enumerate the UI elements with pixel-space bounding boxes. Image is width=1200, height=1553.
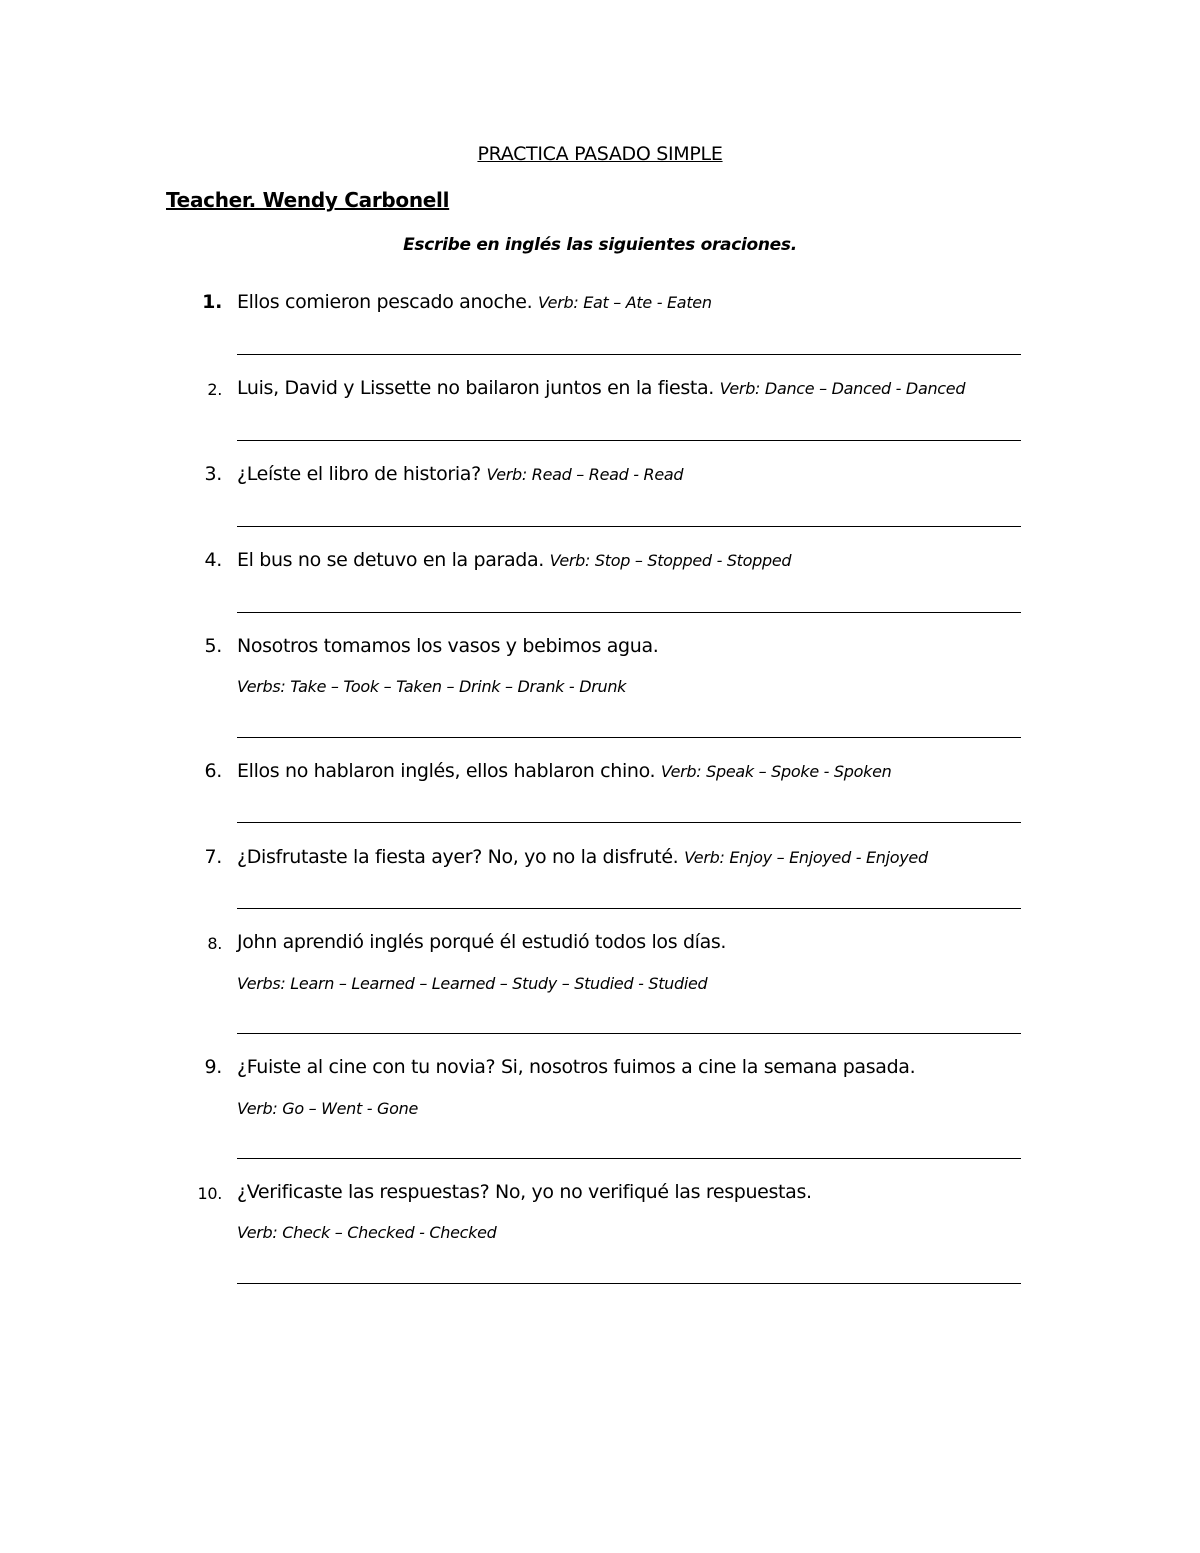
- item-sentence-line: [237, 760, 891, 782]
- item-number: 9.: [204, 1056, 222, 1078]
- item-sentence-line: [237, 549, 791, 571]
- item-sentence: Ellos comieron pescado anoche.: [237, 291, 533, 313]
- item-sentence: ¿Leíste el libro de historia?: [237, 463, 481, 485]
- answer-line[interactable]: [237, 822, 1021, 823]
- answer-line[interactable]: [237, 908, 1021, 909]
- item-number: 3.: [204, 463, 222, 485]
- answer-line[interactable]: [237, 612, 1021, 613]
- answer-line[interactable]: [237, 1033, 1021, 1034]
- item-verb-hint: Verb: Read – Read - Read: [486, 465, 684, 484]
- item-sentence: El bus no se detuvo en la parada.: [237, 549, 544, 571]
- item-sentence: ¿Verificaste las respuestas? No, yo no verifiqué las respuestas.: [237, 1181, 812, 1203]
- item-verb-hint: Verb: Eat – Ate - Eaten: [537, 293, 712, 312]
- answer-line[interactable]: [237, 737, 1021, 738]
- answer-line[interactable]: [237, 440, 1021, 441]
- item-verb-hint: Verbs: Take – Took – Taken – Drink – Drank - Drunk: [237, 677, 627, 696]
- item-sentence-line: [237, 463, 683, 485]
- item-number: 2.: [207, 380, 222, 399]
- answer-line[interactable]: [237, 354, 1021, 355]
- item-sentence: ¿Disfrutaste la fiesta ayer? No, yo no la disfruté.: [237, 846, 679, 868]
- item-verb-hint: Verb: Stop – Stopped - Stopped: [549, 551, 792, 570]
- item-verb-hint: Verbs: Learn – Learned – Learned – Study – Studied - Studied: [237, 974, 708, 993]
- item-number: 7.: [204, 846, 222, 868]
- teacher-name: Teacher. Wendy Carbonell: [166, 188, 450, 212]
- answer-line[interactable]: [237, 526, 1021, 527]
- item-sentence: Luis, David y Lissette no bailaron juntos en la fiesta.: [237, 377, 714, 399]
- item-sentence-line: [237, 291, 712, 313]
- item-sentence: Nosotros tomamos los vasos y bebimos agua.: [237, 635, 659, 657]
- item-sentence: ¿Fuiste al cine con tu novia? Si, nosotros fuimos a cine la semana pasada.: [237, 1056, 916, 1078]
- item-number: 1.: [202, 291, 222, 313]
- item-sentence-line: [237, 377, 965, 399]
- item-sentence: Ellos no hablaron inglés, ellos hablaron chino.: [237, 760, 656, 782]
- answer-line[interactable]: [237, 1283, 1021, 1284]
- item-verb-hint: Verb: Check – Checked - Checked: [237, 1223, 497, 1242]
- item-verb-hint: Verb: Dance – Danced - Danced: [719, 379, 966, 398]
- item-sentence-line: [237, 846, 928, 868]
- item-number: 10.: [197, 1184, 222, 1203]
- item-sentence: John aprendió inglés porqué él estudió todos los días.: [237, 931, 727, 953]
- item-verb-hint: Verb: Speak – Spoke - Spoken: [660, 762, 892, 781]
- item-number: 8.: [207, 934, 222, 953]
- item-number: 4.: [204, 549, 222, 571]
- item-verb-hint: Verb: Go – Went - Gone: [237, 1099, 419, 1118]
- instruction-text: Escribe en inglés las siguientes oraciones.: [403, 235, 797, 255]
- answer-line[interactable]: [237, 1158, 1021, 1159]
- item-number: 6.: [204, 760, 222, 782]
- item-number: 5.: [204, 635, 222, 657]
- worksheet-title: PRACTICA PASADO SIMPLE: [477, 143, 723, 165]
- item-verb-hint: Verb: Enjoy – Enjoyed - Enjoyed: [684, 848, 928, 867]
